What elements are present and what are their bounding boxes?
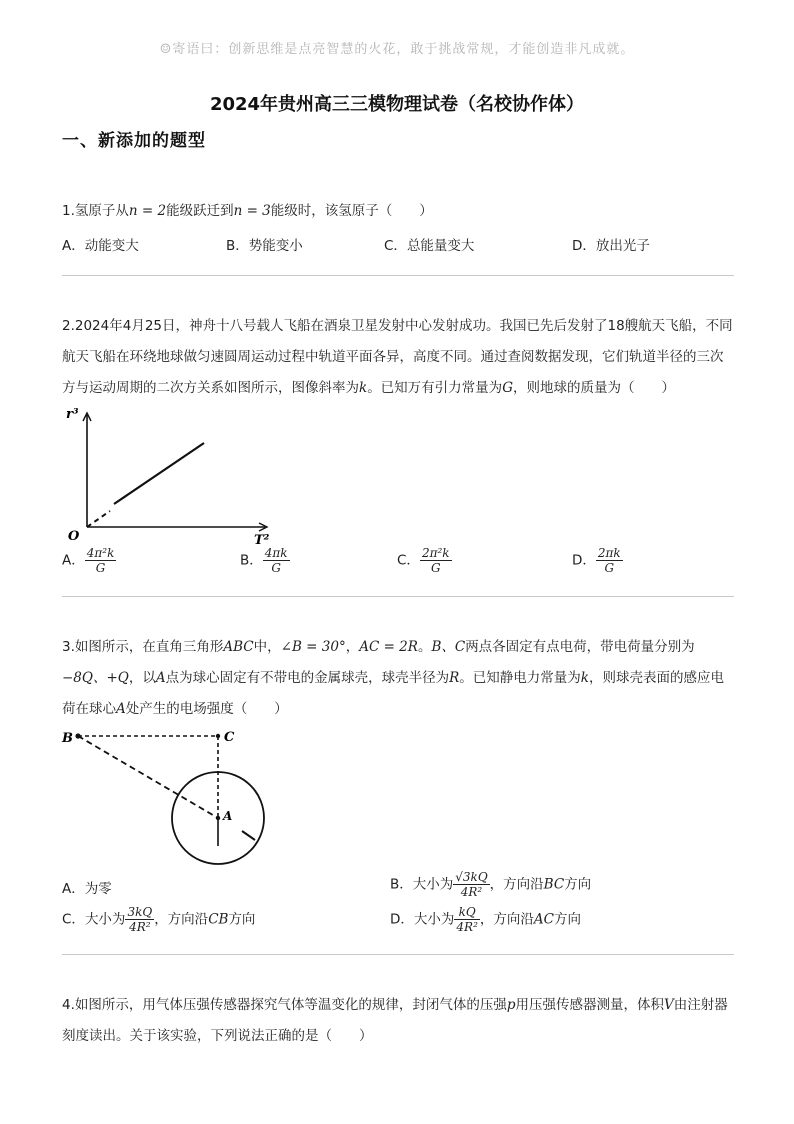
q1-option-a[interactable]: A．动能变大 bbox=[62, 238, 139, 254]
q2-option-a[interactable]: A． $\frac{\text{4π²k}}{G}$ bbox=[62, 546, 115, 575]
center-a bbox=[216, 816, 220, 820]
q2-option-d[interactable]: D． $\frac{2\pi k}{G}$ bbox=[572, 546, 621, 575]
question-4-stem: 4.如图所示，用气体压强传感器探究气体等温变化的规律，封闭气体的压强p用压强传感器测量，体积V由注射器刻度读出。关于该实验，下列说法正确的是（ ） bbox=[62, 997, 728, 1044]
exam-title: 2024年贵州高三三模物理试卷（名校协作体） bbox=[209, 94, 585, 115]
tick-mark bbox=[242, 831, 255, 840]
header-motto: ☺寄语曰：创新思维是点亮智慧的火花，敢于挑战常规，才能创造非凡成就。 bbox=[159, 42, 635, 57]
triangle-sphere-figure bbox=[58, 724, 278, 874]
q1-option-d[interactable]: D．放出光子 bbox=[572, 238, 650, 254]
r3-t2-graph bbox=[60, 405, 275, 545]
divider bbox=[62, 596, 734, 597]
section-heading: 一、新添加的题型 bbox=[62, 131, 206, 151]
data-line bbox=[114, 443, 204, 504]
q1-option-c[interactable]: C．总能量变大 bbox=[384, 238, 475, 254]
q3-option-b[interactable]: B．大小为 $\frac{√3kQ}{\text{4R²}}$ ，方向沿BC方向 bbox=[390, 870, 592, 899]
label-c: C bbox=[224, 730, 235, 745]
label-a: A bbox=[223, 809, 233, 823]
q3-option-a[interactable]: A．为零 bbox=[62, 881, 112, 897]
extrapolated-dashed-line bbox=[87, 511, 110, 527]
q3-option-c[interactable]: C．大小为 $\frac{3kQ}{\text{4R²}}$ ，方向沿CB方向 bbox=[62, 905, 256, 934]
question-3-stem: 3.如图所示，在直角三角形ABC中，∠B = 30°，AC = 2R。B、C两点各固定有点电荷，带电荷量分别为−8Q、+Q，以A点为球心固定有不带电的金属球壳，球壳半径为R。已知静电力常量为k，则球壳表面的感应电荷在球心A处产生的电场强度（ ） bbox=[62, 639, 724, 717]
y-axis-label: r³ bbox=[66, 407, 79, 422]
divider bbox=[62, 954, 734, 955]
q1-option-b[interactable]: B．势能变小 bbox=[226, 238, 303, 254]
q2-option-c[interactable]: C． $\frac{\text{2π²k}}{G}$ bbox=[397, 546, 450, 575]
question-1-stem: 1.氢原子从n = 2能级跃迁到n = 3能级时，该氢原子（ ） bbox=[62, 203, 433, 219]
charge-b bbox=[75, 733, 80, 738]
question-2-stem: 2.2024年4月25日，神舟十八号载人飞船在酒泉卫星发射中心发射成功。我国已先后发射了18艘航天飞船，不同航天飞船在环绕地球做匀速圆周运动过程中轨道平面各异，高度不同。通过查阅数据发现，它们轨道半径的三次方与运动周期的二次方关系如图所示，图像斜率为k。已知万有引力常量为G，则地球的质量为（ ） bbox=[62, 318, 733, 396]
q3-option-d[interactable]: D．大小为 $\frac{kQ}{\text{4R²}}$ ，方向沿AC方向 bbox=[390, 905, 581, 934]
charge-c bbox=[216, 734, 220, 738]
origin-label: O bbox=[68, 529, 80, 544]
label-b: B bbox=[62, 731, 73, 746]
x-axis-label: T² bbox=[254, 533, 270, 545]
divider bbox=[62, 275, 734, 276]
q2-option-b[interactable]: B． $\frac{4\pi k}{G}$ bbox=[240, 546, 288, 575]
